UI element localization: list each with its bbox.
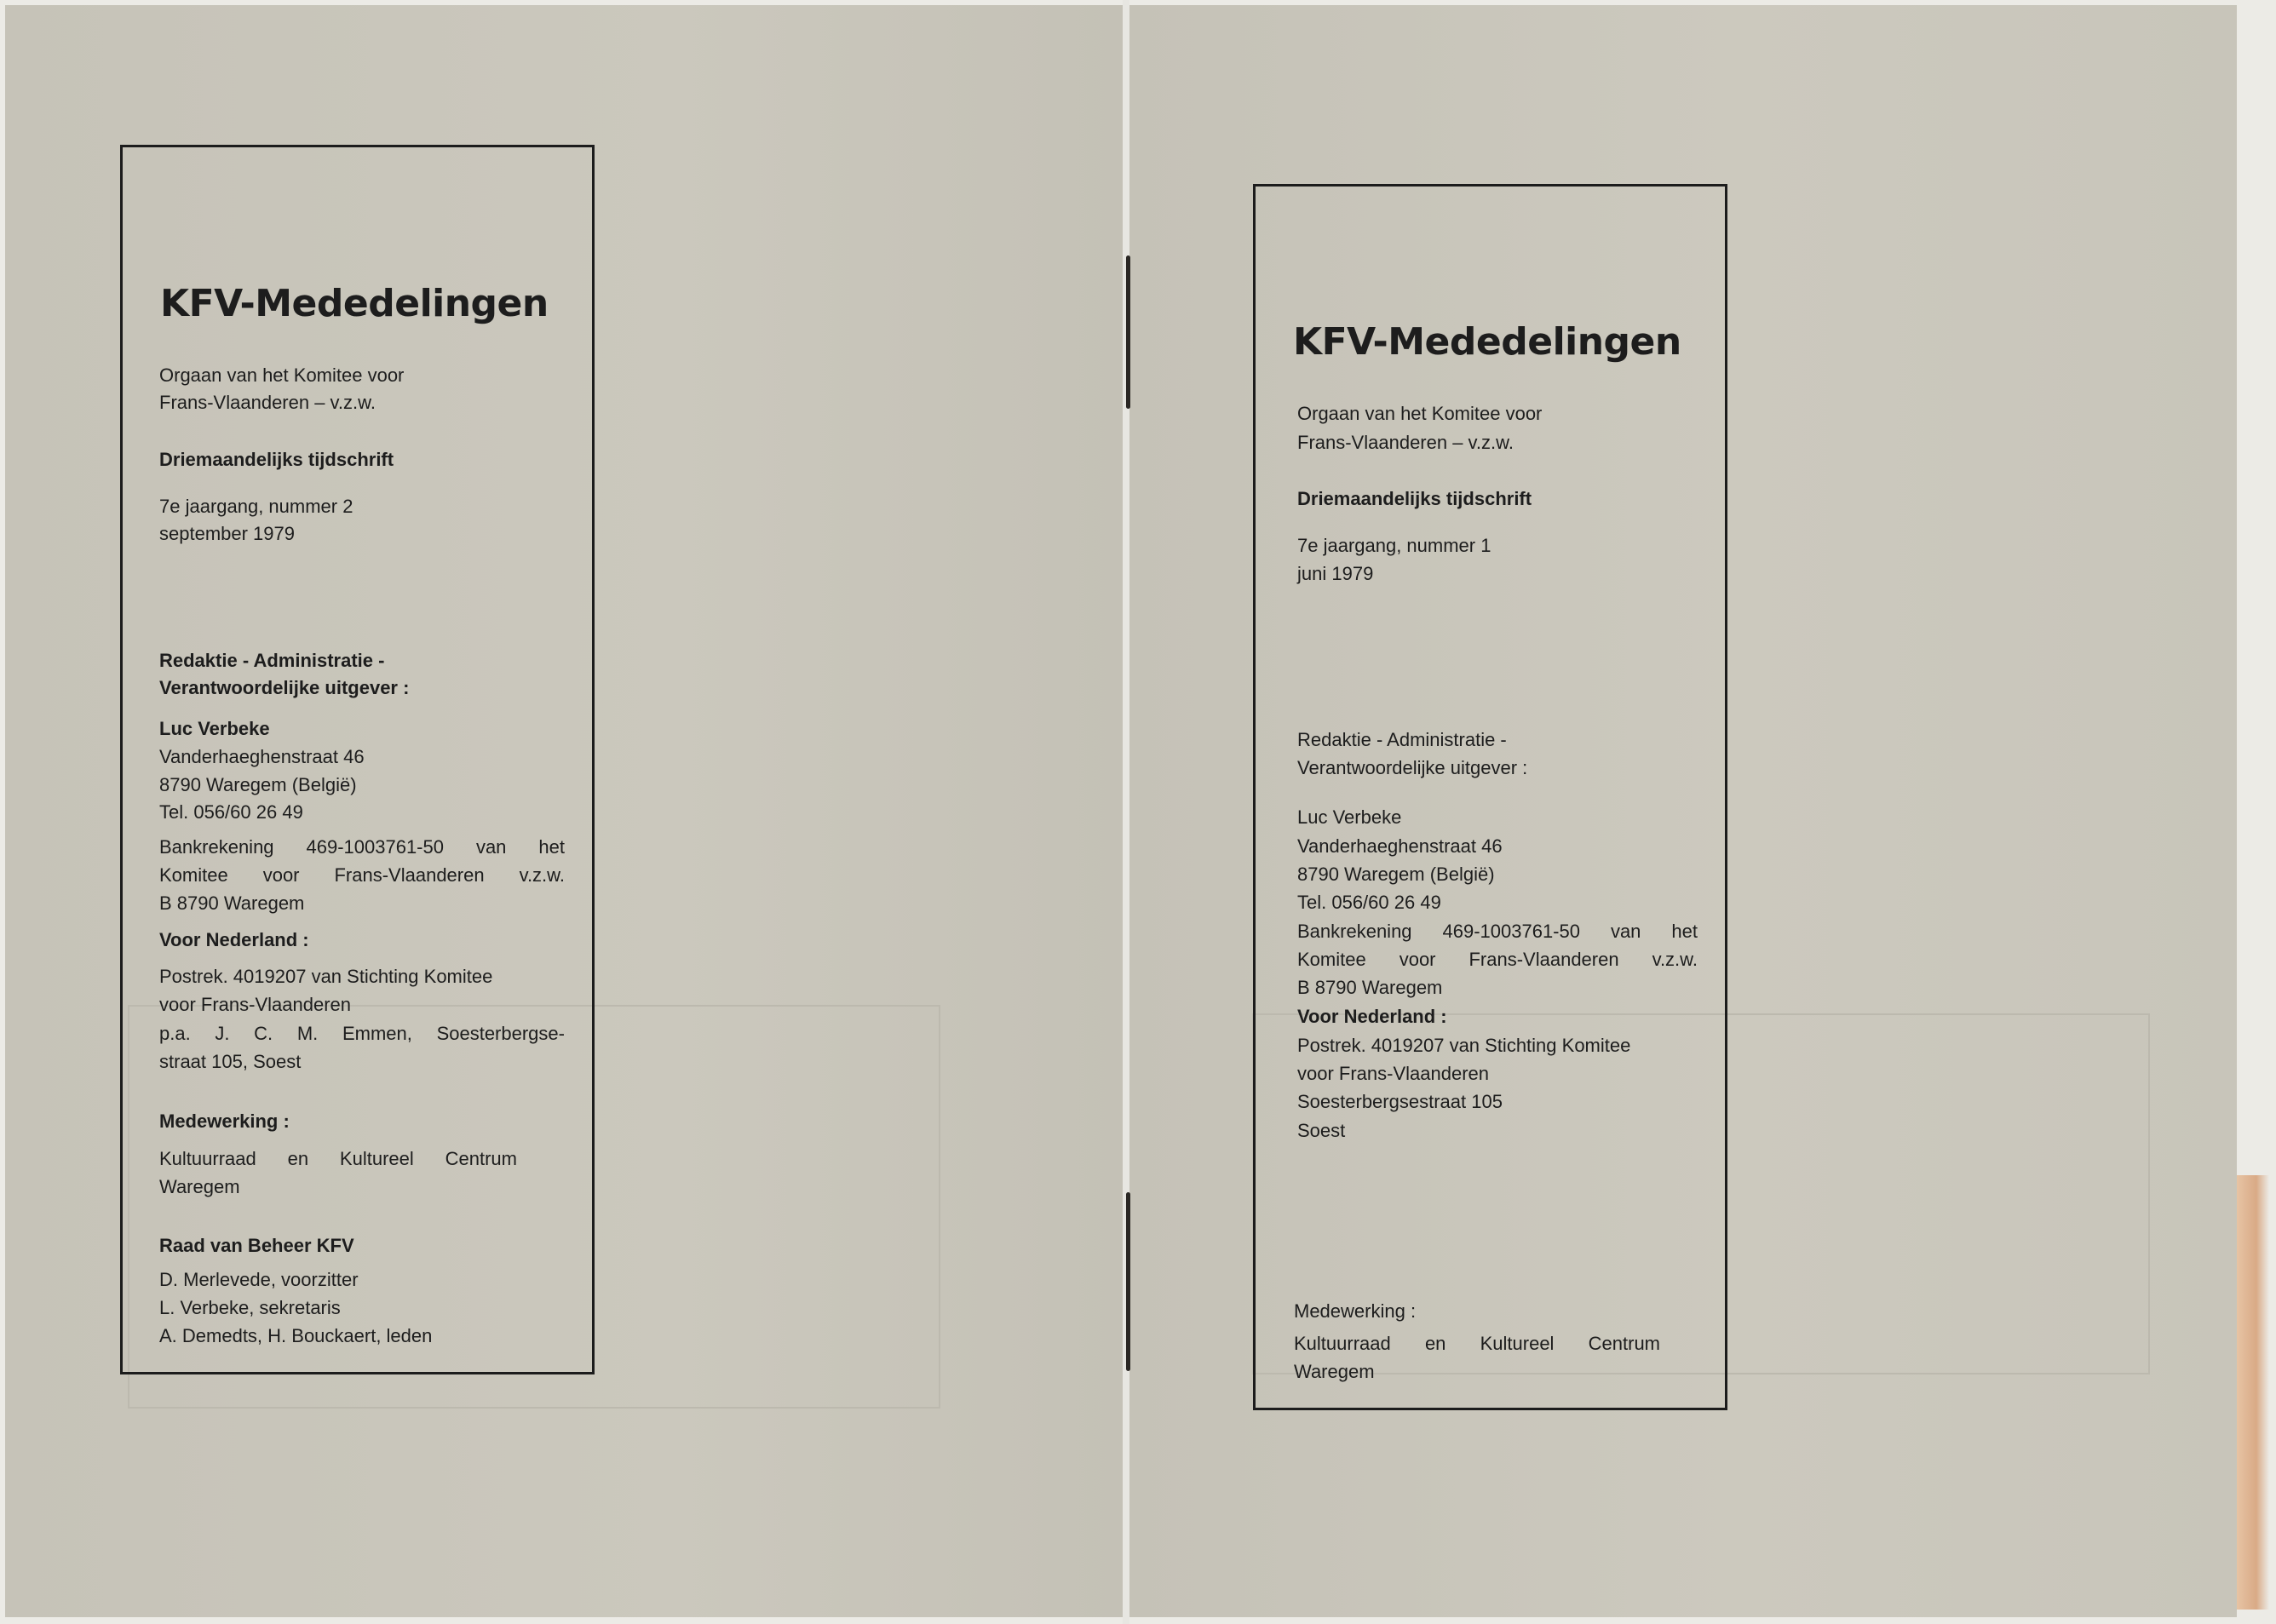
bank-account: 469-1003761-50	[306, 836, 444, 858]
bank-word: voor	[1399, 949, 1436, 970]
publisher-street: Vanderhaeghenstraat 46	[159, 746, 365, 767]
medewerking-line-2: Waregem	[1294, 1361, 1375, 1382]
mw-word: Kultuurraad	[159, 1148, 256, 1169]
nederland-line-1: Postrek. 4019207 van Stichting Komitee	[1297, 1035, 1631, 1056]
medewerking-line-1	[1294, 1329, 1660, 1357]
page-edge	[2237, 1175, 2269, 1610]
nl-word: Emmen,	[342, 1023, 412, 1044]
bank-word: Frans-Vlaanderen	[1468, 949, 1619, 970]
medewerking-heading: Medewerking :	[159, 1110, 290, 1132]
redaktie-heading-1: Redaktie - Administratie -	[1297, 729, 1507, 750]
publisher-street: Vanderhaeghenstraat 46	[1297, 835, 1503, 857]
staple-top	[1126, 255, 1130, 409]
bank-line-1	[159, 833, 565, 861]
bank-line-1	[1297, 917, 1698, 945]
volume-issue: 7e jaargang, nummer 2	[159, 496, 353, 517]
medewerking-heading: Medewerking :	[1294, 1300, 1417, 1322]
nederland-heading: Voor Nederland :	[1297, 1006, 1447, 1027]
bank-word: v.z.w.	[1652, 949, 1698, 970]
nederland-line-2: voor Frans-Vlaanderen	[159, 994, 352, 1015]
spine-gutter	[1123, 0, 1129, 1624]
bank-word: Komitee	[1297, 949, 1366, 970]
raad-line-3: A. Demedts, H. Bouckaert, leden	[159, 1325, 433, 1346]
redaktie-heading-2: Verantwoordelijke uitgever :	[159, 677, 410, 698]
bank-word: van	[475, 836, 507, 858]
staple-bottom	[1126, 1192, 1130, 1371]
publisher-name: Luc Verbeke	[159, 718, 270, 739]
mw-word: Kultureel	[1480, 1333, 1555, 1354]
issue-date: juni 1979	[1297, 563, 1374, 584]
nederland-line-3: Soesterbergsestraat 105	[1297, 1091, 1503, 1112]
bank-word: Komitee	[159, 864, 228, 886]
orgaan-line-2: Frans-Vlaanderen – v.z.w.	[159, 392, 376, 413]
nl-word: J.	[215, 1023, 230, 1044]
raad-line-2: L. Verbeke, sekretaris	[159, 1297, 341, 1318]
bank-word: Frans-Vlaanderen	[334, 864, 485, 886]
publisher-phone: Tel. 056/60 26 49	[1297, 892, 1441, 913]
bank-word: Bankrekening	[159, 836, 274, 858]
periodicity: Driemaandelijks tijdschrift	[159, 449, 394, 470]
left-masthead-box	[120, 145, 595, 1374]
publisher-city: 8790 Waregem (België)	[1297, 864, 1495, 885]
bank-word: het	[538, 836, 565, 858]
nl-word: M.	[296, 1023, 319, 1044]
medewerking-line-1	[159, 1145, 517, 1173]
publisher-phone: Tel. 056/60 26 49	[159, 801, 303, 823]
nl-word: Soesterbergse-	[436, 1023, 565, 1044]
nederland-line-2: voor Frans-Vlaanderen	[1297, 1063, 1490, 1084]
publisher-name: Luc Verbeke	[1297, 806, 1402, 828]
nederland-line-1: Postrek. 4019207 van Stichting Komitee	[159, 966, 493, 987]
nederland-line-4: straat 105, Soest	[159, 1051, 302, 1072]
nl-word: C.	[254, 1023, 273, 1044]
mw-word: Kultuurraad	[1294, 1333, 1391, 1354]
volume-issue: 7e jaargang, nummer 1	[1297, 535, 1491, 556]
medewerking-line-2: Waregem	[159, 1176, 240, 1197]
nederland-line-4: Soest	[1297, 1120, 1346, 1141]
mw-word: Centrum	[445, 1148, 517, 1169]
masthead-title: KFV-Mededelingen	[160, 282, 549, 325]
periodicity: Driemaandelijks tijdschrift	[1297, 488, 1532, 509]
bank-account: 469-1003761-50	[1442, 921, 1580, 942]
raad-line-1: D. Merlevede, voorzitter	[159, 1269, 359, 1290]
redaktie-heading-1: Redaktie - Administratie -	[159, 650, 385, 671]
publisher-city: 8790 Waregem (België)	[159, 774, 357, 795]
bank-line-3: B 8790 Waregem	[159, 892, 305, 914]
mw-word: Kultureel	[339, 1148, 414, 1169]
orgaan-line-2: Frans-Vlaanderen – v.z.w.	[1297, 432, 1514, 453]
bank-line-2	[1297, 945, 1698, 973]
bank-word: het	[1671, 921, 1698, 942]
bank-word: van	[1610, 921, 1641, 942]
mw-word: en	[1424, 1333, 1446, 1354]
bank-word: voor	[262, 864, 300, 886]
nl-word: p.a.	[159, 1023, 191, 1044]
nederland-line-3	[159, 1019, 565, 1047]
mw-word: Centrum	[1588, 1333, 1660, 1354]
right-masthead-box	[1253, 184, 1727, 1410]
issue-date: september 1979	[159, 523, 295, 544]
bank-line-2	[159, 861, 565, 889]
orgaan-line-1: Orgaan van het Komitee voor	[159, 364, 405, 386]
bank-word: Bankrekening	[1297, 921, 1412, 942]
bank-line-3: B 8790 Waregem	[1297, 977, 1443, 998]
raad-heading: Raad van Beheer KFV	[159, 1235, 354, 1256]
orgaan-line-1: Orgaan van het Komitee voor	[1297, 403, 1543, 424]
redaktie-heading-2: Verantwoordelijke uitgever :	[1297, 757, 1528, 778]
masthead-title: KFV-Mededelingen	[1293, 320, 1681, 364]
mw-word: en	[287, 1148, 309, 1169]
nederland-heading: Voor Nederland :	[159, 929, 309, 950]
bank-word: v.z.w.	[519, 864, 565, 886]
